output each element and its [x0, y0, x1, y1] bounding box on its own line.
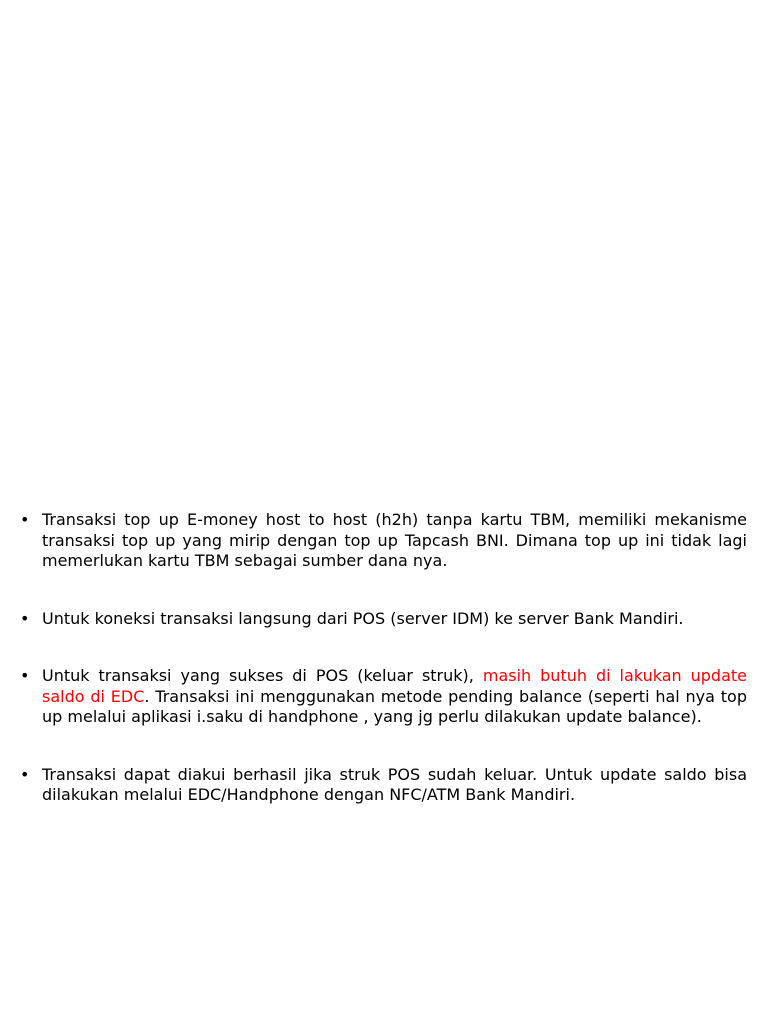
- bullet-dot-icon: •: [20, 510, 30, 529]
- bullet-text-before: Untuk transaksi yang sukses di POS (keluar struk),: [42, 666, 483, 685]
- bullet-item-3: [18, 666, 747, 728]
- bullet-text-highlight: masih butuh di lakukan update saldo di EDC: [42, 666, 748, 706]
- bullet-dot-icon: •: [20, 608, 30, 628]
- bullet-text: Transaksi dapat diakui berhasil jika struk POS sudah keluar. Untuk update saldo bisa dilakukan melalui EDC/Handphone dengan NFC/ATM Bank Mandiri.: [42, 764, 747, 804]
- bullet-item-4: [18, 765, 747, 806]
- bullet-dot-icon: •: [20, 764, 30, 784]
- bullet-text-after: . Transaksi ini menggunakan metode pending balance (seperti hal nya top up melalui aplikasi i.saku di handphone , yang jg perlu dilakukan update balance).: [42, 686, 747, 726]
- bullet-text: [42, 666, 747, 726]
- bullet-list: [18, 510, 747, 806]
- bullet-item-2: [18, 609, 747, 630]
- bullet-text: Untuk koneksi transaksi langsung dari POS (server IDM) ke server Bank Mandiri.: [42, 608, 684, 628]
- bullet-dot-icon: •: [20, 666, 30, 685]
- bullet-item-1: [18, 510, 747, 572]
- bullet-text: Transaksi top up E-money host to host (h2h) tanpa kartu TBM, memiliki mekanisme transaksi top up yang mirip dengan top up Tapcash BNI. Dimana top up ini tidak lagi memerlukan kartu TBM sebagai sumber dana nya.: [42, 510, 747, 570]
